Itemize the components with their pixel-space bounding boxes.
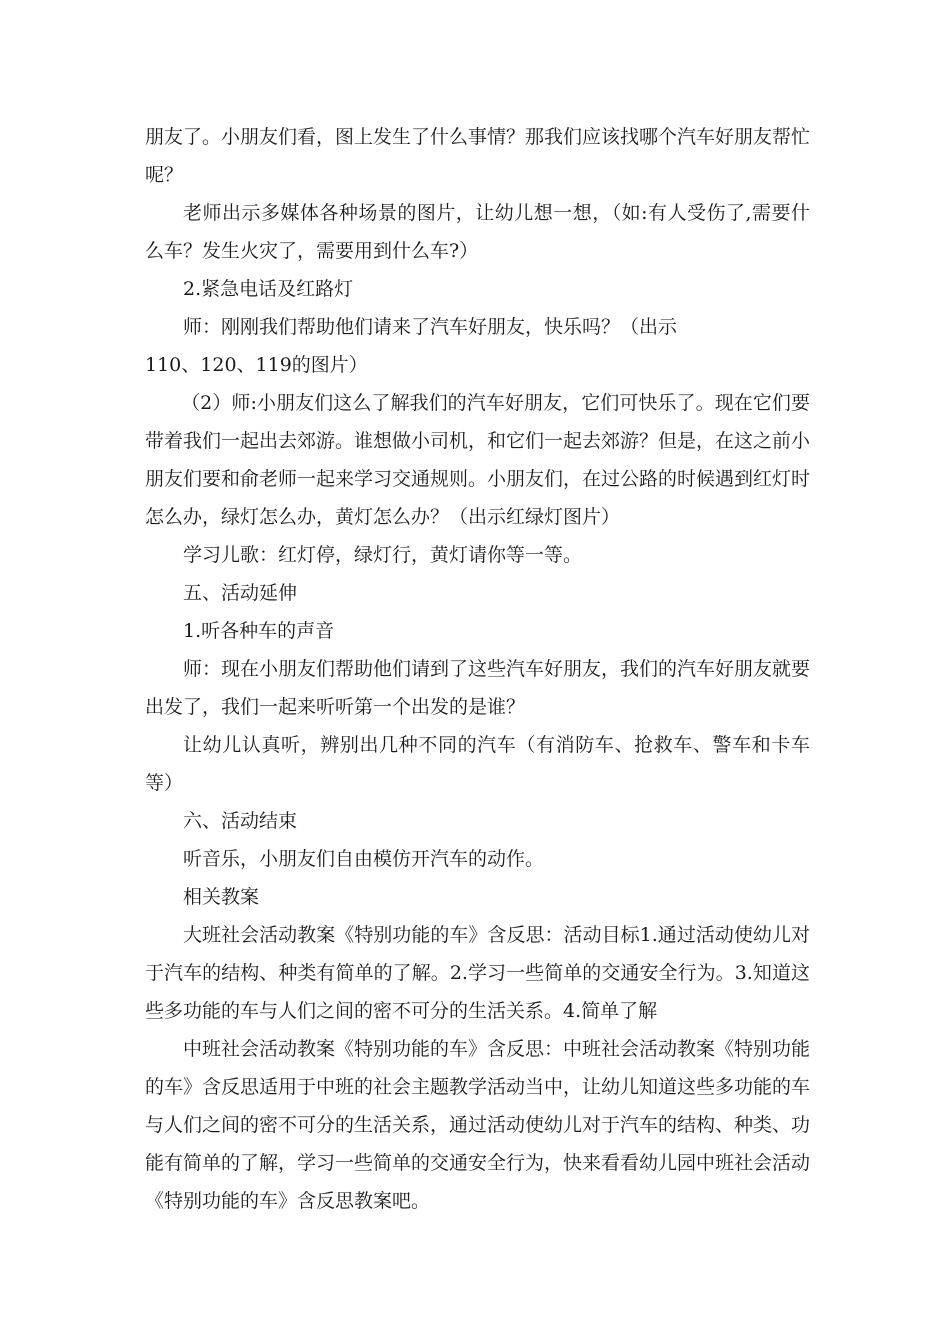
paragraph: 朋友了。小朋友们看，图上发生了什么事情？那我们应该找哪个汽车好朋友帮忙呢？	[145, 126, 811, 186]
section-heading: 2.紧急电话及红路灯	[183, 278, 354, 300]
paragraph: 听音乐，小朋友们自由模仿开汽车的动作。	[183, 848, 545, 870]
paragraph: 老师出示多媒体各种场景的图片，让幼儿想一想，（如:有人受伤了,需要什么车？发生火灾了，需要用到什么车?）	[145, 202, 810, 262]
section-heading: 相关教案	[183, 886, 260, 908]
document-page	[145, 118, 810, 1220]
paragraph: 大班社会活动教案《特别功能的车》含反思：活动目标1.通过活动使幼儿对于汽车的结构、种类有简单的了解。2.学习一些简单的交通安全行为。3.知道这些多功能的车与人们之间的密不可分的生活关系。4.简单了解	[145, 924, 810, 1022]
section-heading: 五、活动延伸	[183, 582, 298, 604]
section-heading: 六、活动结束	[183, 810, 298, 832]
section-heading: 1.听各种车的声音	[183, 620, 335, 642]
paragraph: 让幼儿认真听，辨别出几种不同的汽车（有消防车、抢救车、警车和卡车等）	[145, 734, 810, 794]
paragraph: （2）师:小朋友们这么了解我们的汽车好朋友，它们可快乐了。现在它们要带着我们一起出去郊游。谁想做小司机，和它们一起去郊游？但是，在这之前小朋友们要和俞老师一起来学习交通规则。小朋友们，在过公路的时候遇到红灯时怎么办，绿灯怎么办，黄灯怎么办？（出示红绿灯图片）	[145, 392, 811, 528]
paragraph: 中班社会活动教案《特别功能的车》含反思：中班社会活动教案《特别功能的车》含反思适用于中班的社会主题教学活动当中，让幼儿知道这些多功能的车与人们之间的密不可分的生活关系，通过活动使幼儿对于汽车的结构、种类、功能有简单的了解，学习一些简单的交通安全行为，快来看看幼儿园中班社会活动《特别功能的车》含反思教案吧。	[145, 1038, 811, 1212]
paragraph: 学习儿歌：红灯停，绿灯行，黄灯请你等一等。	[183, 544, 583, 566]
paragraph: 110、120、119的图片）	[145, 354, 368, 376]
paragraph: 师：刚刚我们帮助他们请来了汽车好朋友，快乐吗？（出示	[183, 316, 678, 338]
paragraph: 师：现在小朋友们帮助他们请到了这些汽车好朋友，我们的汽车好朋友就要出发了，我们一起来听听第一个出发的是谁？	[145, 658, 811, 718]
